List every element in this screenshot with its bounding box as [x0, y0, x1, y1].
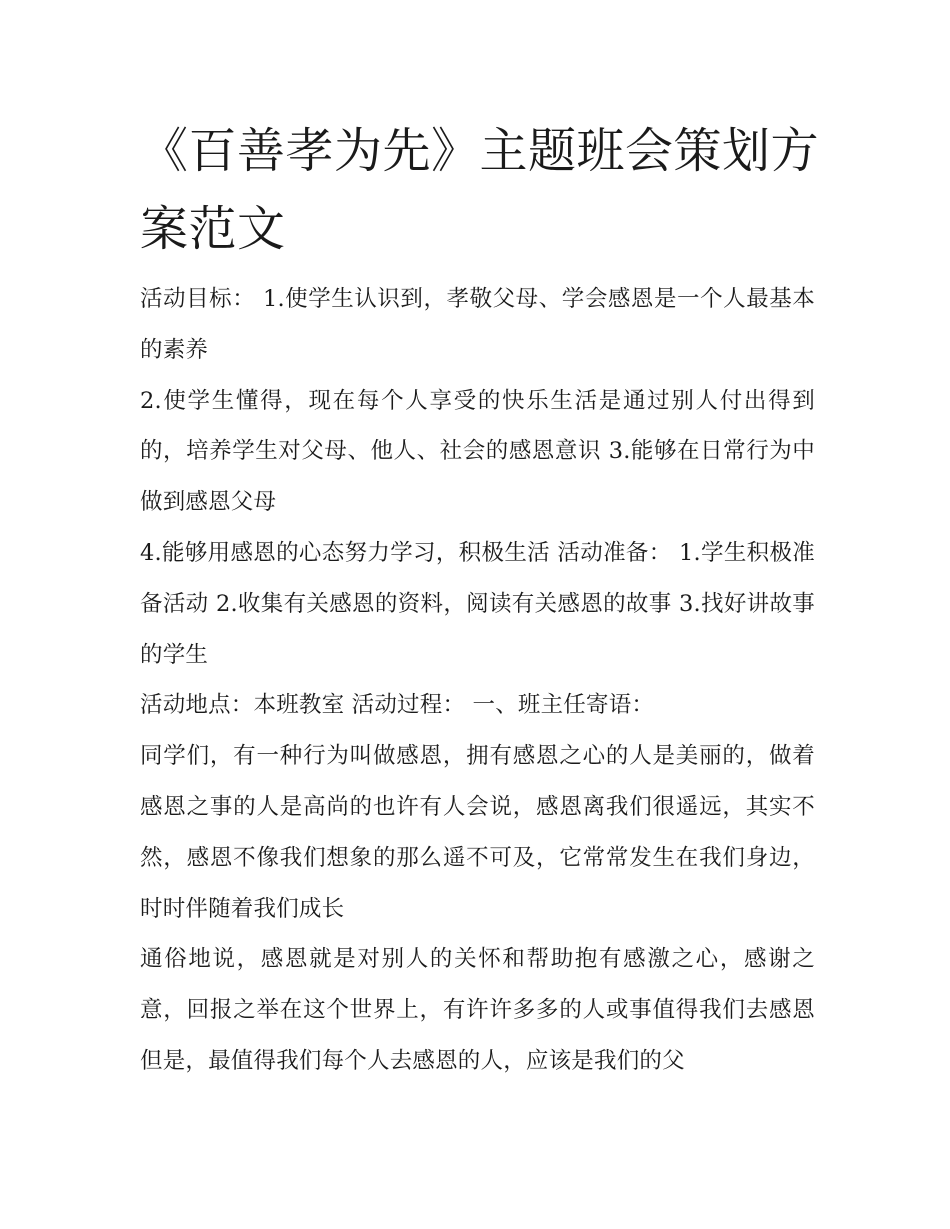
- paragraph-goal-2-3: 2.使学生懂得，现在每个人享受的快乐生活是通过别人付出得到的，培养学生对父母、他人、社会的感恩意识 3.能够在日常行为中做到感恩父母: [140, 387, 815, 516]
- paragraph-goal-4-preparation: 4.能够用感恩的心态努力学习，积极生活 活动准备： 1.学生积极准备活动 2.收集有关感恩的资料，阅读有关感恩的故事 3.找好讲故事的学生: [140, 539, 815, 668]
- paragraph-teacher-message: 同学们，有一种行为叫做感恩，拥有感恩之心的人是美丽的，做着感恩之事的人是高尚的也许有人会说，感恩离我们很遥远，其实不然，感恩不像我们想象的那么遥不可及，它常常发生在我们身边，时时伴随着我们成长: [140, 743, 815, 922]
- document-body: [140, 274, 815, 1087]
- document-title: 《百善孝为先》主题班会策划方案范文: [140, 123, 820, 257]
- paragraph-gratitude-meaning: 通俗地说，感恩就是对别人的关怀和帮助抱有感激之心，感谢之意，回报之举在这个世界上，有许许多多的人或事值得我们去感恩但是，最值得我们每个人去感恩的人，应该是我们的父: [140, 946, 815, 1074]
- paragraph-activity-goals: 活动目标： 1.使学生认识到，孝敬父母、学会感恩是一个人最基本的素养: [140, 286, 815, 363]
- paragraph-location-process: 活动地点：本班教室 活动过程： 一、班主任寄语：: [140, 692, 655, 719]
